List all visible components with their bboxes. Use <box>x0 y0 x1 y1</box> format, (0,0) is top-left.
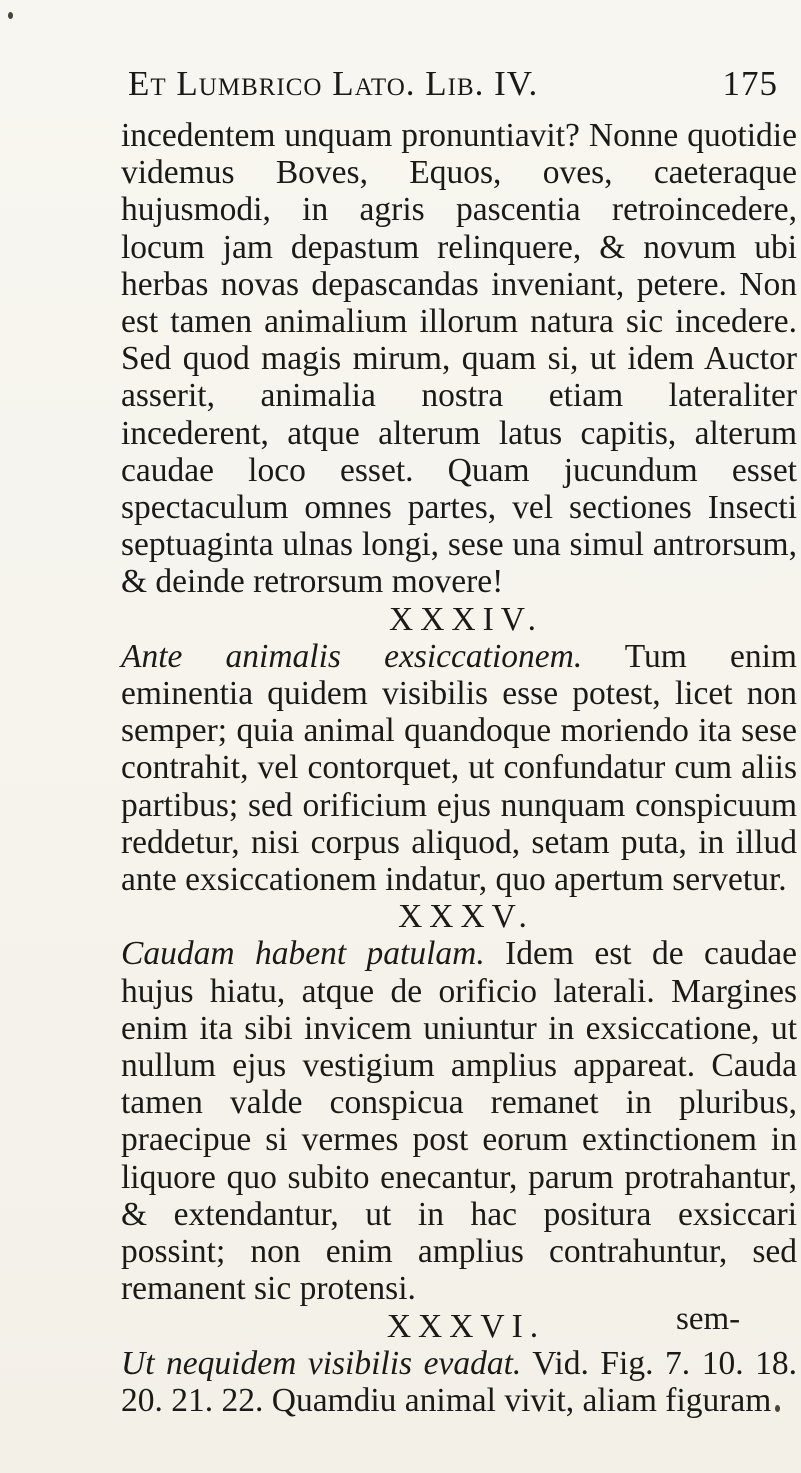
page-number: 175 <box>722 64 778 103</box>
ink-spot <box>8 12 13 19</box>
section-xxxvi-text: Vid. Fig. 7. 10. 18. 20. 21. 22. Quamdiu animal vivit, aliam figuram <box>121 1344 797 1419</box>
catchword: sem- <box>676 1301 741 1337</box>
section-xxxvi-paragraph <box>121 1345 797 1419</box>
section-heading-xxxiv: XXXIV. <box>389 600 543 638</box>
ink-spot <box>775 1405 780 1412</box>
section-xxxv-text: Idem est de caudae hujus hiatu, atque de orificio laterali. Margines enim ita sibi invicem uniuntur in exsiccatione, ut nullum ejus vestigium amplius appareat. Cauda tamen valde conspicua remanet in pluribus, praecipue si vermes post eorum extinctionem in liquore quo subito enecantur, parum protrahantur, & extendantur, ut in hac positura exsiccari possint; non enim amplius contrahuntur, sed remanent sic protensi. <box>121 935 798 1308</box>
paragraph-continuation: incedentem unquam pronuntiavit? Nonne quotidie videmus Boves, Equos, oves, caeteraque hujusmodi, in agris pascentia retroincedere, locum jam depastum relinquere, & novum ubi herbas novas depascandas inveniant, petere. Non est tamen animalium illorum natura sic incedere. Sed quod magis mirum, quam si, ut idem Auctor asserit, animalia nostra etiam lateraliter incederent, atque alterum latus capitis, alterum caudae loco esset. Quam jucundum esset spectaculum omnes partes, vel sectiones Insecti septuaginta ulnas longi, sese una simul antrorsum, & deinde retrorsum movere! <box>121 117 797 601</box>
text-body <box>121 117 797 1419</box>
section-xxxiv-paragraph <box>121 638 797 898</box>
section-xxxiv-text: Tum enim eminentia quidem visibilis esse potest, licet non semper; quia animal quandoque moriendo ita sese contrahit, vel contorquet, ut confundatur cum aliis partibus; sed orificium ejus nunquam conspicuum reddetur, nisi corpus aliquod, setam puta, in illud ante exsiccationem indatur, quo apertum servetur. <box>121 637 797 899</box>
section-xxxv-paragraph <box>121 935 797 1307</box>
lemma-xxxvi: Ut nequidem visibilis evadat. <box>121 1344 522 1382</box>
running-title: Et Lumbrico Lato. Lib. IV. <box>128 64 539 103</box>
running-header <box>128 64 788 104</box>
section-heading-xxxvi: XXXVI. <box>386 1307 546 1345</box>
lemma-xxxv: Caudam habent patulam. <box>121 935 485 973</box>
section-heading-xxxv: XXXV. <box>398 898 534 936</box>
lemma-xxxiv: Ante animalis exsiccationem. <box>121 637 583 675</box>
